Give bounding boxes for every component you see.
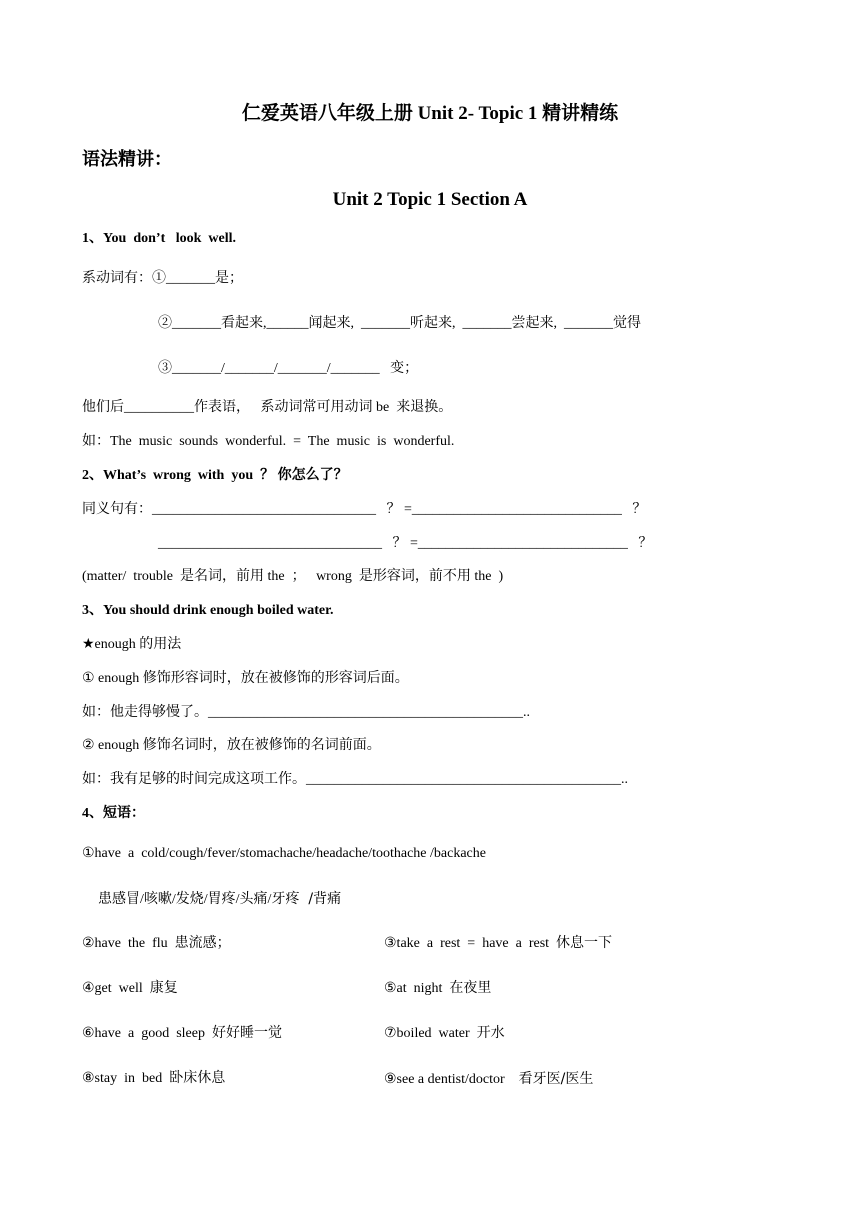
phrase-6: ⑥have a good sleep 好好睡一觉 (82, 1026, 282, 1041)
phrase-2: ②have the flu 患流感； (82, 936, 231, 951)
linking-verbs-line-3: ③_______/_______/_______/_______ 变； (158, 361, 419, 376)
phrase-8: ⑧stay in bed 卧床休息 (82, 1071, 226, 1086)
phrase-1-translation (98, 890, 341, 909)
phrase-9-tail: 看牙医/医生 (518, 1071, 594, 1087)
phrase-3: ③take a rest = have a rest 休息一下 (384, 936, 613, 951)
point-2-heading: 2、What’s wrong with you ？ 你怎么了？ (82, 468, 348, 483)
phrase-9-main: ⑨see a dentist/doctor (384, 1072, 505, 1087)
synonym-line-2: ________________________________ ？ =______________________________ ？ (158, 536, 653, 551)
example-music: 如：The music sounds wonderful. = The music is wonderful. (82, 434, 455, 449)
phrase-1: ①have a cold/cough/fever/stomachache/headache/toothache /backache (82, 846, 486, 861)
document-title: 仁爱英语八年级上册 Unit 2- Topic 1 精讲精练 (241, 103, 619, 124)
enough-example-2: 如：我有足够的时间完成这项工作。_____________________________________________.. (82, 772, 628, 787)
section-subtitle: Unit 2 Topic 1 Section A (332, 189, 528, 210)
linking-verbs-line-1: 系动词有：①_______是； (82, 271, 243, 286)
matter-trouble-note: (matter/ trouble 是名词，前用 the ； wrong 是形容词，前不用 the ) (82, 569, 504, 584)
phrase-5: ⑤at night 在夜里 (384, 981, 492, 996)
synonym-line-1: 同义句有：________________________________ ？ =______________________________ ？ (82, 502, 647, 517)
point-4-heading: 4、短语： (82, 806, 145, 821)
phrase-1-translation-tail: 牙疼 /背痛 (271, 891, 342, 907)
predicative-note: 他们后__________作表语， 系动词常可用动词 be 来退换。 (82, 400, 453, 415)
enough-rule-2: ② enough 修饰名词时，放在被修饰的名词前面。 (82, 738, 381, 753)
enough-rule-1: ① enough 修饰形容词时，放在被修饰的形容词后面。 (82, 671, 409, 686)
phrase-9 (384, 1070, 593, 1089)
phrase-1-translation-main: 患感冒/咳嗽/发烧/胃疼/头痛/ (98, 892, 272, 907)
linking-verbs-line-2: ②_______看起来,______闻起来, _______听起来, _______尝起来, _______觉得 (158, 316, 641, 331)
point-1-heading: 1、You don’t look well. (82, 231, 237, 246)
section-heading: 语法精讲： (82, 149, 172, 169)
phrase-4: ④get well 康复 (82, 981, 178, 996)
enough-example-1: 如：他走得够慢了。_____________________________________________.. (82, 705, 530, 720)
point-3-heading: 3、You should drink enough boiled water. (82, 603, 334, 618)
phrase-7: ⑦boiled water 开水 (384, 1026, 505, 1041)
enough-usage-heading: ★enough 的用法 (82, 637, 182, 652)
